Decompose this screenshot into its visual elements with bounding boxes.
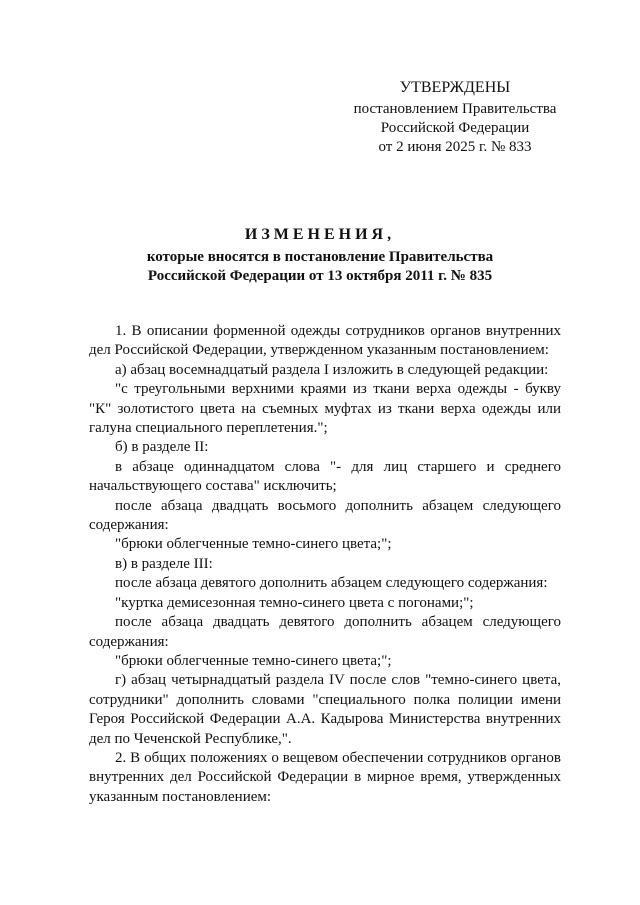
paragraph-6: после абзаца двадцать восьмого дополнить абзацем следующего содержания: <box>89 497 561 534</box>
paragraph-14: 2. В общих положениях о вещевом обеспечении сотрудников органов внутренних дел Российской Федерации в мирное время, утвержденных указанным постановлением: <box>89 749 561 805</box>
approval-block <box>350 78 560 157</box>
paragraph-11: после абзаца двадцать девятого дополнить абзацем следующего содержания: <box>89 614 561 650</box>
paragraph-8: в) в разделе III: <box>115 555 213 572</box>
paragraph-2: а) абзац восемнадцатый раздела I изложить в следующей редакции: <box>115 361 549 378</box>
approval-line-3: от 2 июня 2025 г. № 833 <box>378 139 532 155</box>
document-body <box>89 322 561 807</box>
paragraph-4: б) в разделе II: <box>115 439 209 456</box>
paragraph-5: в абзаце одиннадцатом слова "- для лиц старшего и среднего начальствующего состава" исключить; <box>89 458 561 495</box>
paragraph-7: "брюки облегченные темно-синего цвета;"; <box>115 536 392 553</box>
paragraph-12: "брюки облегченные темно-синего цвета;"; <box>115 652 392 669</box>
paragraph-9: после абзаца девятого дополнить абзацем следующего содержания: <box>115 575 548 592</box>
approval-line-2: Российской Федерации <box>380 120 530 136</box>
paragraph-13: г) абзац четырнадцатый раздела IV после слов "темно-синего цвета, сотрудники" дополнить словами "специального полка полиции имени Героя Российской Федерации А.А. Кадырова Министерства внутренних дел по Чеченской Республике,". <box>89 672 561 747</box>
subtitle-line-2: Российской Федерации от 13 октября 2011 г. № 835 <box>147 268 493 284</box>
paragraph-10: "куртка демисезонная темно-синего цвета с погонами;"; <box>115 594 474 611</box>
approval-title: УТВЕРЖДЕНЫ <box>399 79 511 96</box>
document-title: ИЗМЕНЕНИЯ, <box>244 226 396 243</box>
document-subtitle <box>0 248 640 286</box>
subtitle-line-1: которые вносятся в постановление Правительства <box>146 249 494 265</box>
approval-line-1: постановлением Правительства <box>353 101 557 117</box>
paragraph-3: "с треугольными верхними краями из ткани верха одежды - букву "К" золотистого цвета на съемных муфтах из ткани верха одежды или галуна специального переплетения."; <box>89 381 561 437</box>
paragraph-1: 1. В описании форменной одежды сотрудников органов внутренних дел Российской Федерации, утвержденном указанным постановлением: <box>89 323 561 359</box>
